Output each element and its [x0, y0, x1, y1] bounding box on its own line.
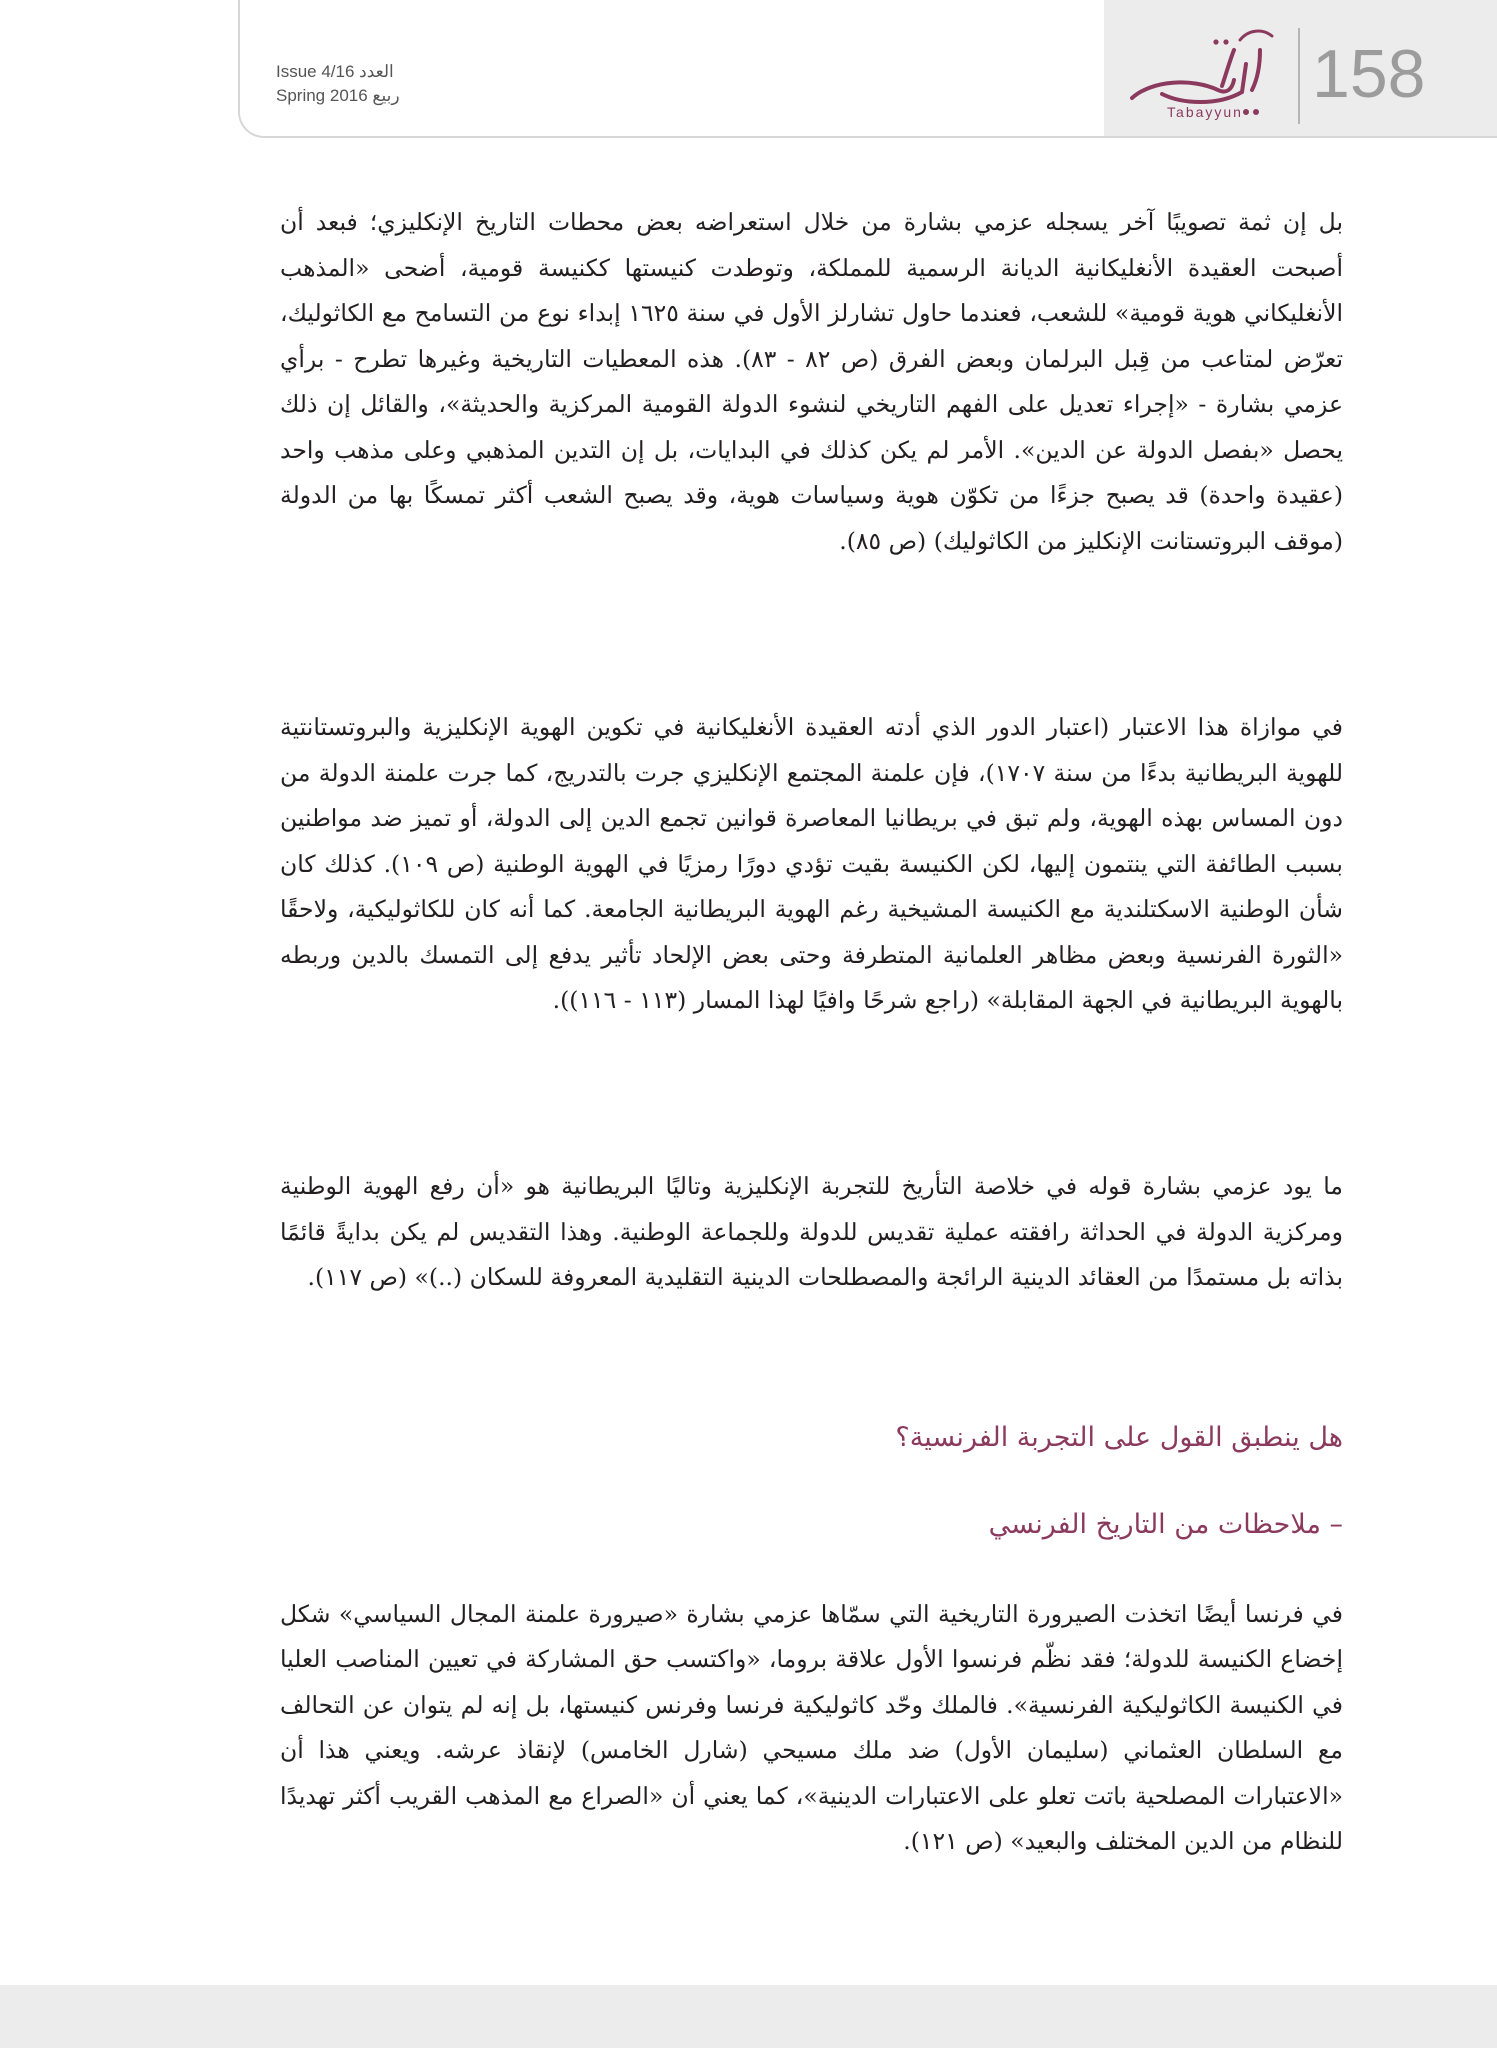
- issue-line: Issue 4/16 العدد: [276, 62, 394, 81]
- header-divider: [1298, 28, 1300, 124]
- season-line: Spring 2016 ربيع: [276, 86, 400, 105]
- paragraph-anglican-identity: في موازاة هذا الاعتبار (اعتبار الدور الذي أدته العقيدة الأنغليكانية في تكوين الهوية الإنكليزية والبروتستانتية للهوية البريطانية بدءًا من سنة ١٧٠٧)، فإن علمنة المجتمع الإنكليزي جرت بالتدريج، كما جرت علمنة الدولة من دون المساس بهذه الهوية، ولم تبق في بريطانيا المعاصرة قوانين تجمع الدين إلى الدولة، أو تميز ضد مواطنين بسبب الطائفة التي ينتمون إليها، لكن الكنيسة بقيت تؤدي دورًا رمزيًا في الهوية الوطنية (ص ١٠٩). كذلك كان شأن الوطنية الاسكتلندية مع الكنيسة المشيخية رغم الهوية البريطانية الجامعة. كما أنه كان للكاثوليكية، ولاحقًا «الثورة الفرنسية وبعض مظاهر العلمانية المتطرفة وحتى بعض الإلحاد تأثير يدفع إلى التمسك بالدين وربطه بالهوية البريطانية في الجهة المقابلة» (راجع شرحًا وافيًا لهذا المسار (١١٣ - ١١٦)).: [280, 713, 1344, 1014]
- page-footer-band: [0, 1985, 1497, 2048]
- logo-latin-text: Tabayyun: [1167, 104, 1243, 120]
- section-heading: هل ينطبق القول على التجربة الفرنسية؟: [895, 1422, 1343, 1453]
- paragraph-english-history: بل إن ثمة تصويبًا آخر يسجله عزمي بشارة من خلال استعراضه بعض محطات التاريخ الإنكليزي؛ فبعد أن أصبحت العقيدة الأنغليكانية الديانة الرسمية للمملكة، وتوطدت كنيستها ككنيسة قومية، أضحى «المذهب الأنغليكاني هوية قومية» للشعب، فعندما حاول تشارلز الأول في سنة ١٦٢٥ إبداء نوع من التسامح مع الكاثوليك، تعرّض لمتاعب من قِبل البرلمان وبعض الفرق (ص ٨٢ - ٨٣). هذه المعطيات التاريخية وغيرها تطرح - برأي عزمي بشارة - «إجراء تعديل على الفهم التاريخي لنشوء الدولة القومية المركزية والحديثة»، والقائل إن ذلك يحصل «بفصل الدولة عن الدين». الأمر لم يكن كذلك في البدايات، بل إن التدين المذهبي وعلى مذهب واحد (عقيدة واحدة) قد يصبح جزءًا من تكوّن هوية وسياسات هوية، وقد يصبح الشعب أكثر تمسكًا بها من الدولة (موقف البروتستانت الإنكليز من الكاثوليك) (ص ٨٥).: [280, 208, 1343, 555]
- paragraph-french-history: في فرنسا أيضًا اتخذت الصيرورة التاريخية التي سمّاها عزمي بشارة «صيرورة علمنة المجال السياسي» شكل إخضاع الكنيسة للدولة؛ فقد نظّم فرنسوا الأول علاقة بروما، «واكتسب حق المشاركة في تعيين المناصب العليا في الكنيسة الكاثوليكية الفرنسية». فالملك وحّد كاثوليكية فرنسا وفرنس كنيستها، بل إنه لم يتوان عن التحالف مع السلطان العثماني (سليمان الأول) ضد ملك مسيحي (شارل الخامس) لإنقاذ عرشه. ويعني هذا أن «الاعتبارات المصلحية باتت تعلو على الاعتبارات الدينية»، كما يعني أن «الصراع مع المذهب القريب أكثر تهديدًا للنظام من الدين المختلف والبعيد» (ص ١٢١).: [280, 1599, 1343, 1855]
- issue-info: [276, 60, 436, 108]
- subsection-heading: – ملاحظات من التاريخ الفرنسي: [988, 1509, 1343, 1540]
- page-number: 158: [1312, 36, 1426, 112]
- paragraph-sanctification: ما يود عزمي بشارة قوله في خلاصة التأريخ للتجربة الإنكليزية وتاليًا البريطانية هو «أن رفع الهوية الوطنية ومركزية الدولة في الحداثة رافقته عملية تقديس للدولة وللجماعة الوطنية. وهذا التقديس لم يكن بدايةً قائمًا بذاته بل مستمدًا من العقائد الدينية الرائجة والمصطلحات الدينية التقليدية المعروفة للسكان (..)» (ص ١١٧).: [280, 1172, 1343, 1291]
